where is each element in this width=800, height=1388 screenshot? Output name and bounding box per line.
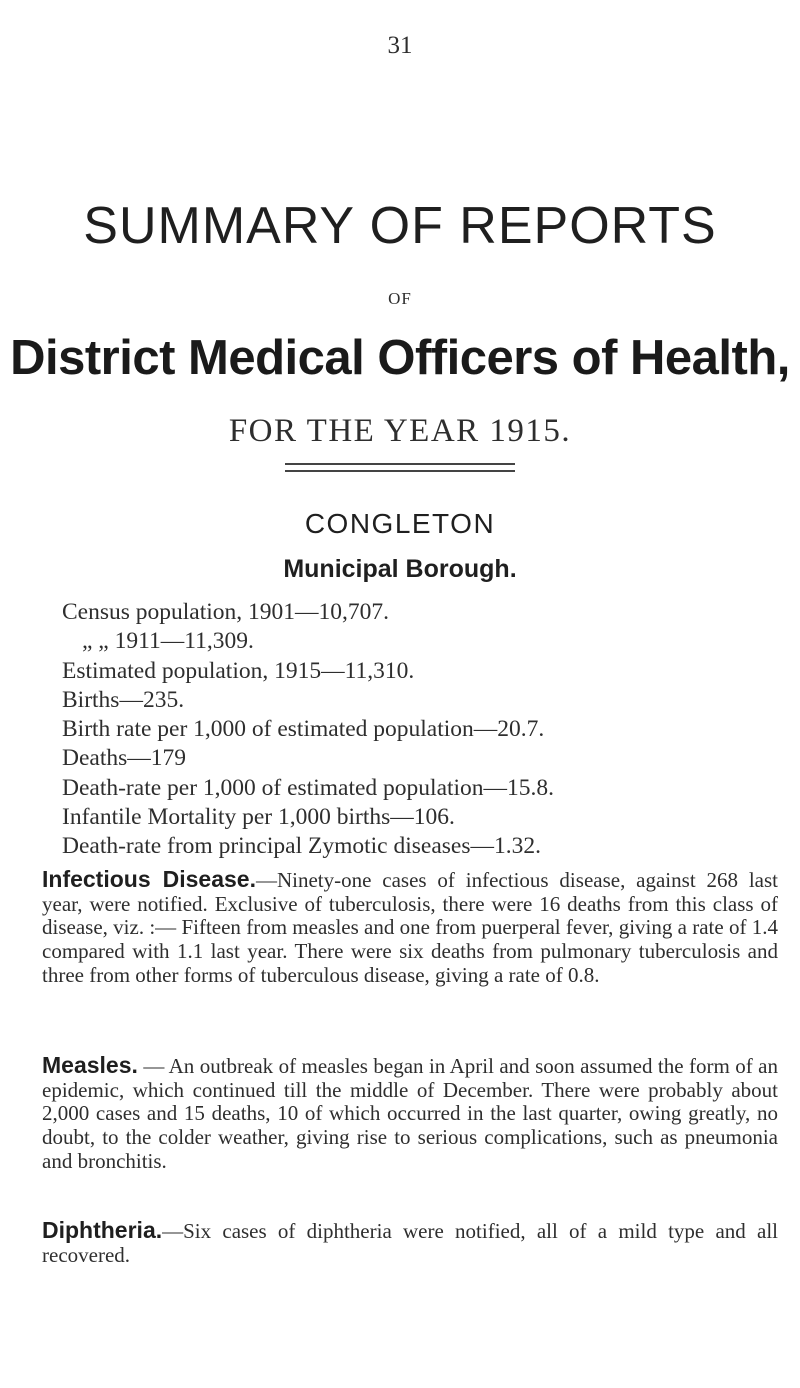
stat-line: Death-rate per 1,000 of estimated population—15.8. xyxy=(62,774,555,801)
report-title: SUMMARY OF REPORTS xyxy=(83,197,717,255)
page-number: 31 xyxy=(387,32,413,59)
stat-line: Census population, 1901—10,707. xyxy=(62,599,390,625)
section-infectious-disease xyxy=(42,868,778,988)
section-text: —Six cases of diphtheria were notified, all of a mild type and all recovered. xyxy=(42,1219,778,1267)
section-text: — An outbreak of measles began in April and soon assumed the form of an epidemic, which continued till the middle of December. There were probably about 2,000 cases and 15 deaths, 10 of which occurred in the last quarter, owing greatly, no doubt, to the colder weather, giving rise to serious complications, such as pneumonia and bronchitis. xyxy=(42,1054,778,1173)
section-heading: Infectious Disease. xyxy=(42,866,256,892)
report-year: FOR THE YEAR 1915. xyxy=(228,413,572,449)
divider-rule xyxy=(285,470,515,472)
district-type: Municipal Borough. xyxy=(283,555,517,583)
statistics-list xyxy=(62,598,782,862)
report-title-of: OF xyxy=(388,289,412,308)
stat-line: Estimated population, 1915—11,310. xyxy=(62,657,415,684)
section-measles xyxy=(42,1054,778,1174)
stat-line: Birth rate per 1,000 of estimated population—20.7. xyxy=(62,716,545,743)
report-subject: District Medical Officers of Health, xyxy=(10,331,790,385)
section-text: —Ninety-one cases of infectious disease, against 268 last year, were notified. Exclusive of tuberculosis, there were 16 deaths from this class of disease, viz. :— Fifteen from measles and one from puerperal fever, giving a rate of 1.4 compared with 1.1 last year. There were six deaths from pulmonary tuberculosis and three from other forms of tuberculous disease, giving a rate of 0.8. xyxy=(42,868,779,987)
section-diphtheria xyxy=(42,1219,778,1267)
stat-line: Death-rate from principal Zymotic diseases—1.32. xyxy=(62,833,541,860)
section-heading: Measles. xyxy=(42,1052,138,1078)
stat-line: Deaths—179 xyxy=(62,745,187,772)
stat-line: Infantile Mortality per 1,000 births—106. xyxy=(62,804,455,831)
district-name: CONGLETON xyxy=(304,508,496,539)
stat-line: „ „ 1911—11,309. xyxy=(82,628,254,655)
stat-line: Births—235. xyxy=(62,686,185,713)
section-heading: Diphtheria. xyxy=(42,1217,163,1243)
divider-rule xyxy=(285,463,515,465)
